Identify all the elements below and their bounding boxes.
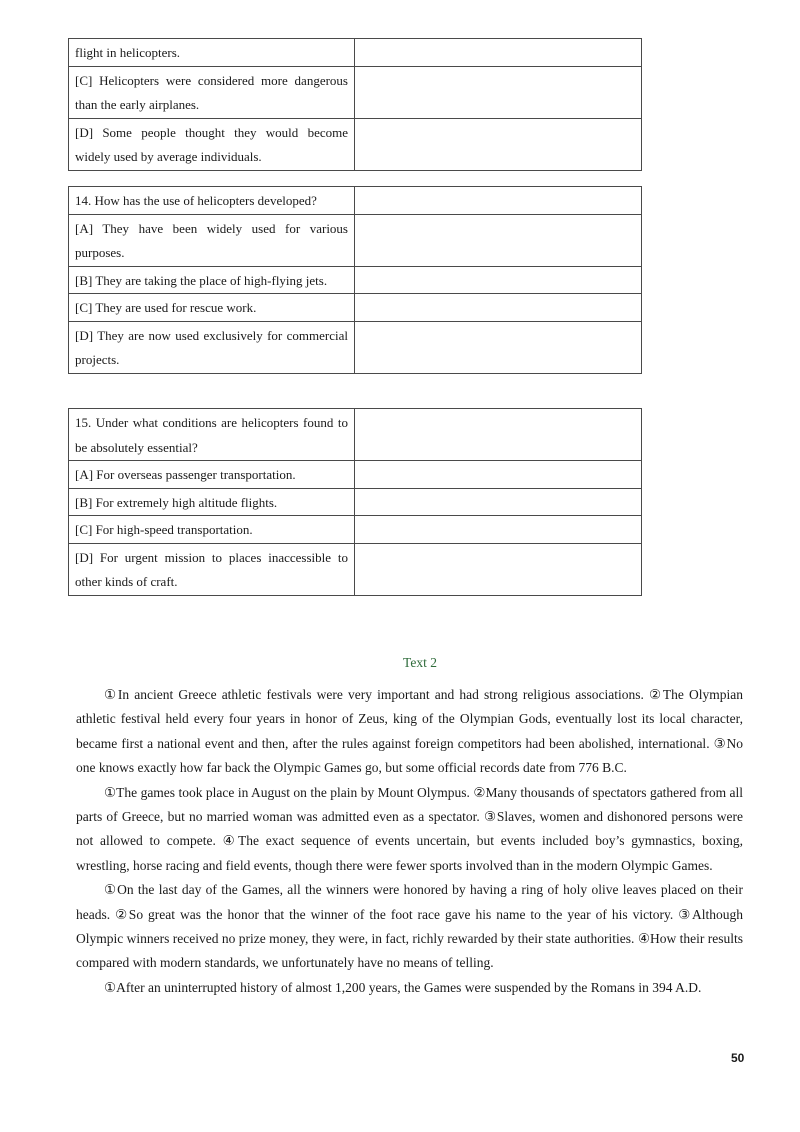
answer-cell[interactable] [355,488,642,516]
table-row [69,488,642,516]
answer-cell[interactable] [355,461,642,489]
option-text: [C] For high-speed transportation. [69,516,355,544]
option-text: [D] For urgent mission to places inaccessible to other kinds of craft. [69,543,355,595]
table-row [69,461,642,489]
paragraph: ①In ancient Greece athletic festivals were very important and had strong religious associations. ②The Olympian athletic festival held every four years in honor of Zeus, king of the Olympian Gods, eventually lost its local character, became first a national event and then, after the rules against foreign competitors had been abolished, international. ③No one knows exactly how far back the Olympic Games go, but some official records date from 776 B.C. [76,687,743,776]
question-table-15 [68,408,642,596]
paragraph: ①After an uninterrupted history of almost 1,200 years, the Games were suspended by the Romans in 394 A.D. [104,979,702,995]
section-title: Text 2 [403,655,437,670]
table-row [69,516,642,544]
question-text: 14. How has the use of helicopters developed? [69,187,355,215]
answer-cell[interactable] [355,66,642,118]
option-text: [D] They are now used exclusively for commercial projects. [69,321,355,373]
answer-cell[interactable] [355,543,642,595]
option-text: [A] They have been widely used for various purposes. [69,214,355,266]
question-text: 15. Under what conditions are helicopters found to be absolutely essential? [69,409,355,461]
table-row [69,409,642,461]
table-row [69,187,642,215]
option-text: [D] Some people thought they would become widely used by average individuals. [69,118,355,170]
answer-cell[interactable] [355,214,642,266]
answer-cell[interactable] [355,187,642,215]
answer-cell[interactable] [355,321,642,373]
option-text: [C] Helicopters were considered more dangerous than the early airplanes. [69,66,355,118]
option-text: [C] They are used for rescue work. [69,294,355,322]
table-row [69,66,642,118]
question-table-13 [68,38,642,171]
answer-cell[interactable] [355,294,642,322]
table-row [69,266,642,294]
answer-cell[interactable] [355,516,642,544]
table-row [69,294,642,322]
option-text: flight in helicopters. [69,39,355,67]
table-row [69,543,642,595]
table-row [69,39,642,67]
option-text: [B] For extremely high altitude flights. [69,488,355,516]
page-number: 50 [731,1051,745,1065]
answer-cell[interactable] [355,409,642,461]
answer-cell[interactable] [355,266,642,294]
question-table-14 [68,186,642,374]
table-row [69,118,642,170]
option-text: [A] For overseas passenger transportation. [69,461,355,489]
passage-text [76,683,743,1000]
paragraph: ①The games took place in August on the plain by Mount Olympus. ②Many thousands of spectators gathered from all parts of Greece, but no married woman was admitted even as a spectator. ③Slaves, women and dishonored persons were not allowed to compete. ④The exact sequence of events uncertain, but events included boy’s gymnastics, boxing, wrestling, horse racing and field events, though there were fewer sports involved than in the modern Olympic Games. [76,784,743,873]
answer-cell[interactable] [355,118,642,170]
table-row [69,321,642,373]
table-row [69,214,642,266]
answer-cell[interactable] [355,39,642,67]
option-text: [B] They are taking the place of high-flying jets. [69,266,355,294]
paragraph: ①On the last day of the Games, all the winners were honored by having a ring of holy olive leaves placed on their heads. ②So great was the honor that the winner of the foot race gave his name to the year of his victory. ③Although Olympic winners received no prize money, they were, in fact, richly rewarded by their state authorities. ④How their results compared with modern standards, we unfortunately have no means of telling. [76,882,743,971]
